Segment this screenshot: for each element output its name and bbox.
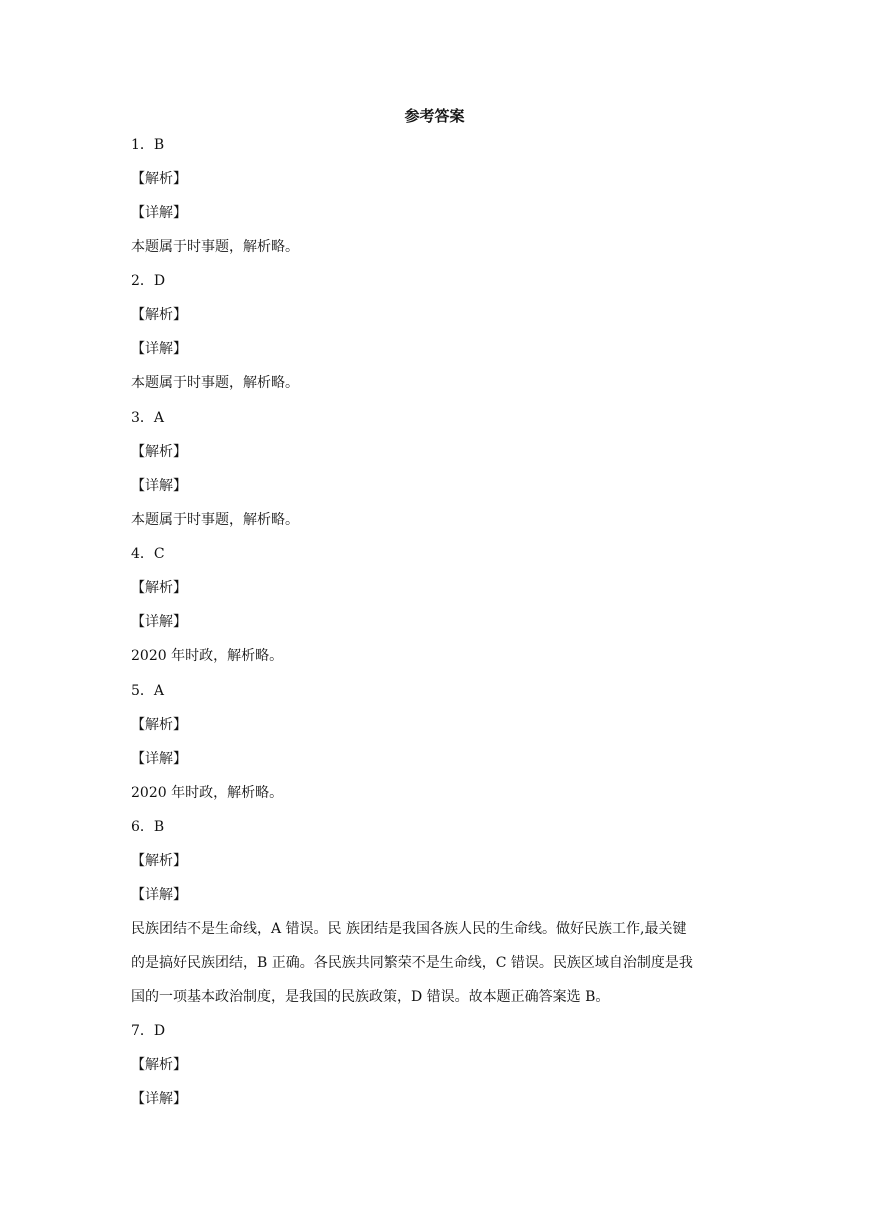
detail-label: 【详解】 bbox=[131, 1091, 187, 1107]
answer-explanation: 2020 年时政，解析略。 bbox=[131, 648, 284, 664]
analysis-label: 【解析】 bbox=[131, 580, 187, 596]
answer-explanation-paragraph bbox=[131, 912, 741, 1014]
paragraph-line: 国的一项基本政治制度，是我国的民族政策，D 错误。故本题正确答案选 B。 bbox=[131, 989, 610, 1005]
answer-number: 6．B bbox=[131, 819, 165, 835]
analysis-label: 【解析】 bbox=[131, 853, 187, 869]
answer-number: 4．C bbox=[131, 546, 165, 562]
analysis-label: 【解析】 bbox=[131, 717, 187, 733]
analysis-label: 【解析】 bbox=[131, 171, 187, 187]
answer-number: 5．A bbox=[131, 683, 165, 699]
detail-label: 【详解】 bbox=[131, 478, 187, 494]
answer-explanation: 2020 年时政，解析略。 bbox=[131, 785, 284, 801]
detail-label: 【详解】 bbox=[131, 887, 187, 903]
detail-label: 【详解】 bbox=[131, 205, 187, 221]
paragraph-line: 民族团结不是生命线，A 错误。民 族团结是我国各族人民的生命线。做好民族工作,最关键 bbox=[131, 921, 687, 937]
answer-explanation: 本题属于时事题，解析略。 bbox=[131, 375, 299, 391]
answer-explanation: 本题属于时事题，解析略。 bbox=[131, 512, 299, 528]
paragraph-line: 的是搞好民族团结，B 正确。各民族共同繁荣不是生命线，C 错误。民族区域自治制度是我 bbox=[131, 955, 693, 971]
answer-number: 3．A bbox=[131, 410, 165, 426]
detail-label: 【详解】 bbox=[131, 751, 187, 767]
detail-label: 【详解】 bbox=[131, 614, 187, 630]
answer-number: 1．B bbox=[131, 137, 165, 153]
answer-number: 7．D bbox=[131, 1023, 166, 1039]
analysis-label: 【解析】 bbox=[131, 1057, 187, 1073]
answer-number: 2．D bbox=[131, 273, 166, 289]
answer-explanation: 本题属于时事题，解析略。 bbox=[131, 239, 299, 255]
analysis-label: 【解析】 bbox=[131, 307, 187, 323]
analysis-label: 【解析】 bbox=[131, 444, 187, 460]
detail-label: 【详解】 bbox=[131, 341, 187, 357]
page-title: 参考答案 bbox=[404, 107, 465, 125]
